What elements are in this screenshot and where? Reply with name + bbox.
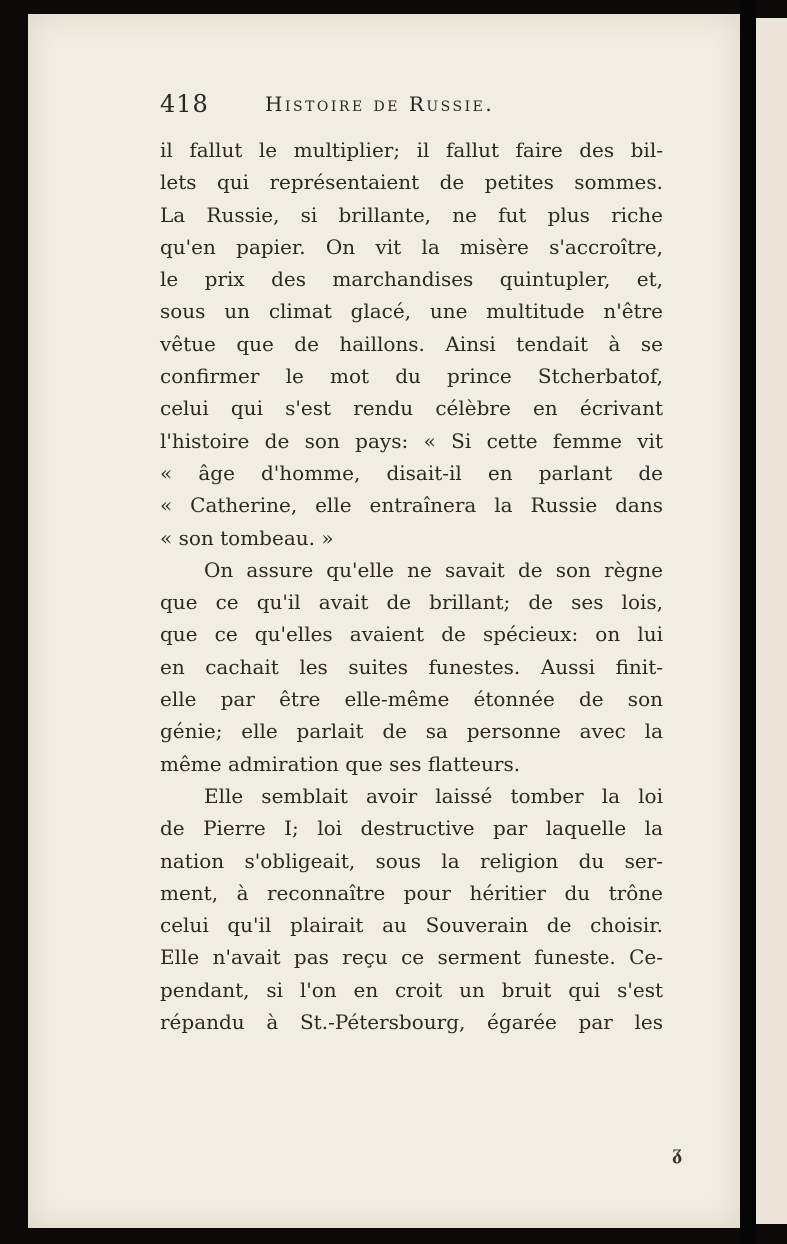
text-line: « Catherine, elle entraînera la Russie dans: [160, 493, 663, 518]
text-line: que ce qu'il avait de brillant; de ses lois,: [160, 590, 663, 615]
printer-mark: ᵹ: [672, 1140, 683, 1164]
facing-page-edge: [756, 18, 787, 1224]
text-line: le prix des marchandises quintupler, et,: [160, 267, 663, 292]
text-line: pendant, si l'on en croit un bruit qui s'est: [160, 977, 663, 1002]
text-line: nation s'obligeait, sous la religion du ser-: [160, 848, 663, 873]
text-line: en cachait les suites funestes. Aussi finit-: [160, 654, 663, 679]
text-line: Elle n'avait pas reçu ce serment funeste. Ce-: [160, 945, 663, 970]
text-line: l'histoire de son pays: « Si cette femme vit: [160, 428, 663, 453]
text-line: répandu à St.-Pétersbourg, égarée par les: [160, 1010, 663, 1035]
text-line: il fallut le multiplier; il fallut faire des bil-: [160, 138, 663, 162]
text-line: La Russie, si brillante, ne fut plus riche: [160, 202, 663, 227]
text-line: celui qu'il plairait au Souverain de choisir.: [160, 913, 663, 938]
text-line: qu'en papier. On vit la misère s'accroître,: [160, 234, 663, 259]
text-line: « son tombeau. »: [160, 525, 334, 550]
text-line: ment, à reconnaître pour héritier du trône: [160, 880, 663, 905]
text-line: de Pierre I; loi destructive par laquelle la: [160, 816, 663, 841]
page-header: [160, 90, 680, 126]
running-title: Histoire de Russie.: [265, 92, 495, 116]
text-line: même admiration que ses flatteurs.: [160, 751, 521, 776]
text-line: génie; elle parlait de sa personne avec la: [160, 719, 663, 744]
text-line: « âge d'homme, disait-il en parlant de: [160, 460, 663, 485]
text-line: elle par être elle-même étonnée de son: [160, 687, 663, 712]
book-spine: [740, 0, 756, 1244]
text-line: que ce qu'elles avaient de spécieux: on lui: [160, 622, 663, 647]
text-line: confirmer le mot du prince Stcherbatof,: [160, 364, 663, 389]
text-line: vêtue que de haillons. Ainsi tendait à se: [160, 331, 663, 356]
text-line: lets qui représentaient de petites sommes.: [160, 170, 663, 195]
paragraph-first-line: On assure qu'elle ne savait de son règne: [204, 557, 663, 582]
page-number: 418: [160, 90, 209, 118]
text-line: celui qui s'est rendu célèbre en écrivant: [160, 396, 663, 421]
body-text: [160, 134, 663, 1038]
paragraph-first-line: Elle semblait avoir laissé tomber la loi: [204, 783, 663, 808]
text-line: sous un climat glacé, une multitude n'être: [160, 299, 663, 324]
